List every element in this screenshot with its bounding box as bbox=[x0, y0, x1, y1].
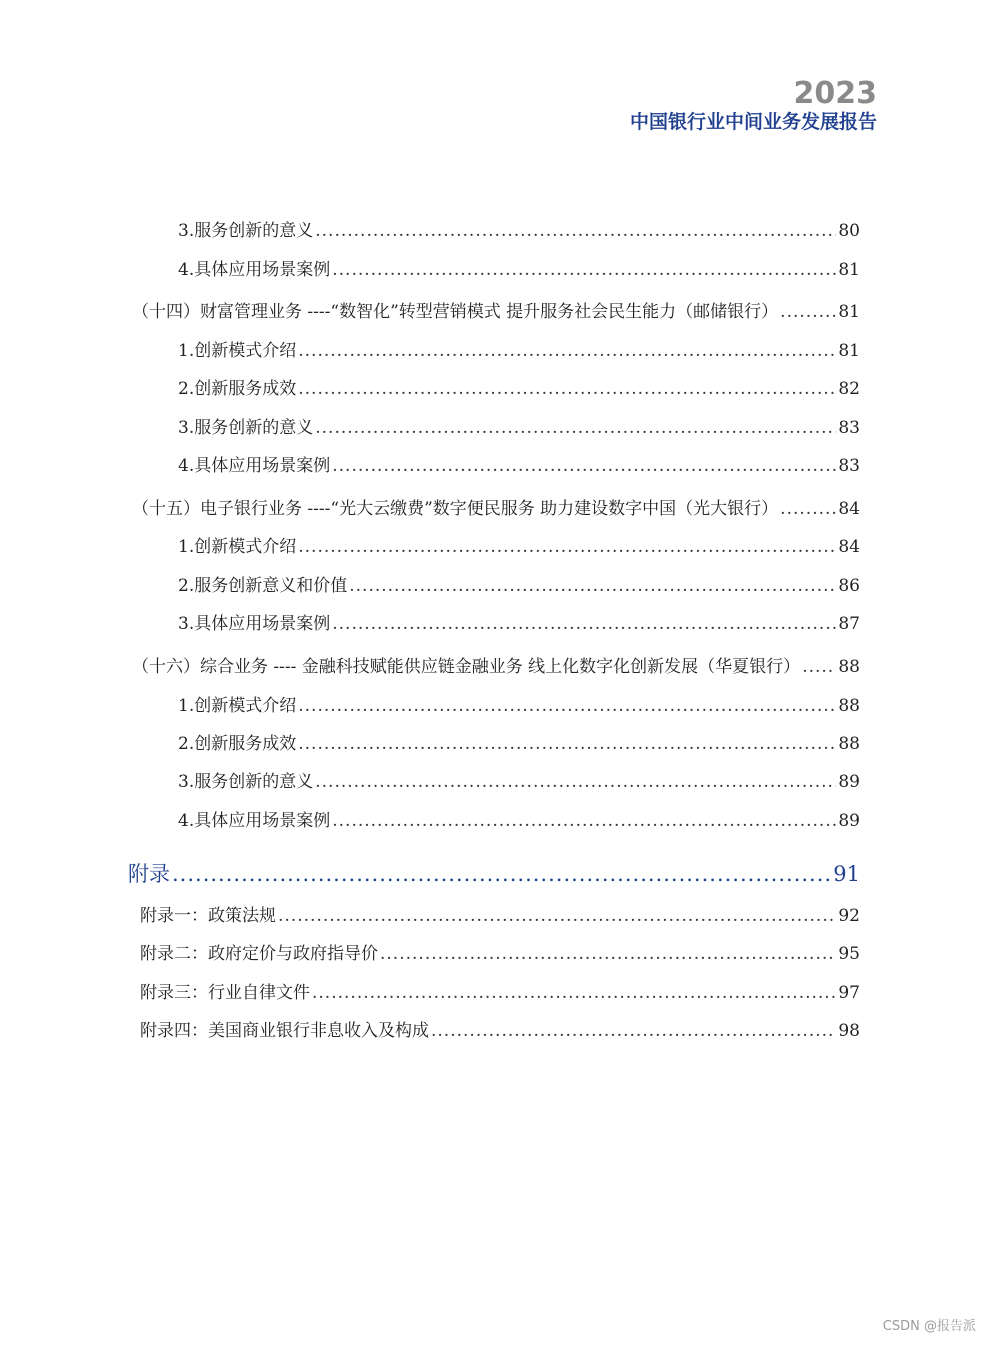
appendix-item-page: 95 bbox=[838, 944, 860, 964]
toc-entry[interactable] bbox=[178, 731, 860, 757]
report-year: 2023 bbox=[793, 76, 877, 111]
toc-entry[interactable] bbox=[178, 611, 860, 637]
toc-entry-label: 4.具体应用场景案例 bbox=[178, 456, 331, 476]
toc-entry[interactable] bbox=[178, 376, 860, 402]
appendix-item-label: 附录四：美国商业银行非息收入及构成 bbox=[140, 1021, 429, 1041]
toc-entry-label: 4.具体应用场景案例 bbox=[178, 260, 331, 280]
dot-leader bbox=[298, 534, 836, 560]
toc-appendix-heading[interactable] bbox=[128, 859, 860, 889]
appendix-item-label: 附录三：行业自律文件 bbox=[140, 983, 310, 1003]
appendix-item-page: 92 bbox=[838, 906, 860, 926]
toc-entry-label: 3.具体应用场景案例 bbox=[178, 614, 331, 634]
toc-section-page: 81 bbox=[838, 302, 860, 322]
dot-leader bbox=[298, 338, 836, 364]
toc-appendix-item[interactable] bbox=[140, 941, 860, 967]
dot-leader bbox=[349, 573, 836, 599]
watermark: CSDN @报告派 bbox=[882, 1319, 976, 1334]
toc-entry-label: 1.创新模式介绍 bbox=[178, 341, 297, 361]
report-title: 中国银行业中间业务发展报告 bbox=[629, 111, 877, 133]
dot-leader bbox=[298, 693, 836, 719]
toc-entry[interactable] bbox=[178, 573, 860, 599]
toc-entry-page: 80 bbox=[838, 221, 860, 241]
dot-leader bbox=[315, 415, 836, 441]
appendix-item-label: 附录一：政策法规 bbox=[140, 906, 276, 926]
dot-leader bbox=[332, 808, 836, 834]
toc-entry-page: 88 bbox=[838, 696, 860, 716]
toc-entry-page: 89 bbox=[838, 811, 860, 831]
toc-entry-page: 83 bbox=[838, 418, 860, 438]
toc-appendix-item[interactable] bbox=[140, 980, 860, 1006]
dot-leader bbox=[780, 299, 836, 325]
toc-entry-label: 2.服务创新意义和价值 bbox=[178, 576, 348, 596]
appendix-item-label: 附录二：政府定价与政府指导价 bbox=[140, 944, 378, 964]
dot-leader bbox=[278, 903, 836, 929]
toc-entry[interactable] bbox=[178, 218, 860, 244]
dot-leader bbox=[431, 1018, 836, 1044]
toc-entry[interactable] bbox=[178, 693, 860, 719]
dot-leader bbox=[332, 611, 836, 637]
toc-entry-label: 1.创新模式介绍 bbox=[178, 537, 297, 557]
toc-section[interactable] bbox=[132, 654, 860, 680]
toc-entry-label: 2.创新服务成效 bbox=[178, 734, 297, 754]
toc-entry[interactable] bbox=[178, 534, 860, 560]
toc-entry-page: 81 bbox=[838, 341, 860, 361]
appendix-page: 91 bbox=[833, 862, 860, 886]
dot-leader bbox=[380, 941, 836, 967]
toc-entry-page: 84 bbox=[838, 537, 860, 557]
toc-entry-label: 3.服务创新的意义 bbox=[178, 221, 314, 241]
dot-leader bbox=[802, 654, 836, 680]
dot-leader bbox=[312, 980, 836, 1006]
toc-entry-label: 3.服务创新的意义 bbox=[178, 772, 314, 792]
toc-entry[interactable] bbox=[178, 415, 860, 441]
toc-entry[interactable] bbox=[178, 453, 860, 479]
dot-leader bbox=[780, 496, 836, 522]
toc-entry-page: 81 bbox=[838, 260, 860, 280]
toc-appendix-item[interactable] bbox=[140, 1018, 860, 1044]
toc-entry-page: 88 bbox=[838, 734, 860, 754]
toc-entry-page: 89 bbox=[838, 772, 860, 792]
toc-section-label: （十六）综合业务 ---- 金融科技赋能供应链金融业务 线上化数字化创新发展（华夏银行） bbox=[132, 657, 801, 677]
appendix-item-page: 97 bbox=[838, 983, 860, 1003]
toc-entry-label: 3.服务创新的意义 bbox=[178, 418, 314, 438]
dot-leader bbox=[315, 769, 836, 795]
toc-section-page: 88 bbox=[838, 657, 860, 677]
toc-entry-label: 2.创新服务成效 bbox=[178, 379, 297, 399]
toc-entry-label: 4.具体应用场景案例 bbox=[178, 811, 331, 831]
toc-entry[interactable] bbox=[178, 769, 860, 795]
dot-leader bbox=[298, 731, 836, 757]
toc-entry[interactable] bbox=[178, 257, 860, 283]
toc-entry-page: 82 bbox=[838, 379, 860, 399]
toc-entry[interactable] bbox=[178, 808, 860, 834]
dot-leader bbox=[172, 859, 831, 889]
toc-section-label: （十四）财富管理业务 ----“数智化”转型营销模式 提升服务社会民生能力（邮储银行） bbox=[132, 302, 779, 322]
dot-leader bbox=[332, 257, 836, 283]
toc-appendix-item[interactable] bbox=[140, 903, 860, 929]
appendix-label: 附录 bbox=[128, 862, 170, 886]
dot-leader bbox=[298, 376, 836, 402]
dot-leader bbox=[315, 218, 836, 244]
toc-entry-page: 87 bbox=[838, 614, 860, 634]
dot-leader bbox=[332, 453, 836, 479]
toc-section-label: （十五）电子银行业务 ----“光大云缴费”数字便民服务 助力建设数字中国（光大银行） bbox=[132, 499, 779, 519]
toc-section[interactable] bbox=[132, 496, 860, 522]
toc-entry-label: 1.创新模式介绍 bbox=[178, 696, 297, 716]
report-header bbox=[630, 78, 877, 134]
toc-entry-page: 86 bbox=[838, 576, 860, 596]
toc-entry[interactable] bbox=[178, 338, 860, 364]
toc-entry-page: 83 bbox=[838, 456, 860, 476]
toc-section[interactable] bbox=[132, 299, 860, 325]
appendix-item-page: 98 bbox=[838, 1021, 860, 1041]
toc-section-page: 84 bbox=[838, 499, 860, 519]
